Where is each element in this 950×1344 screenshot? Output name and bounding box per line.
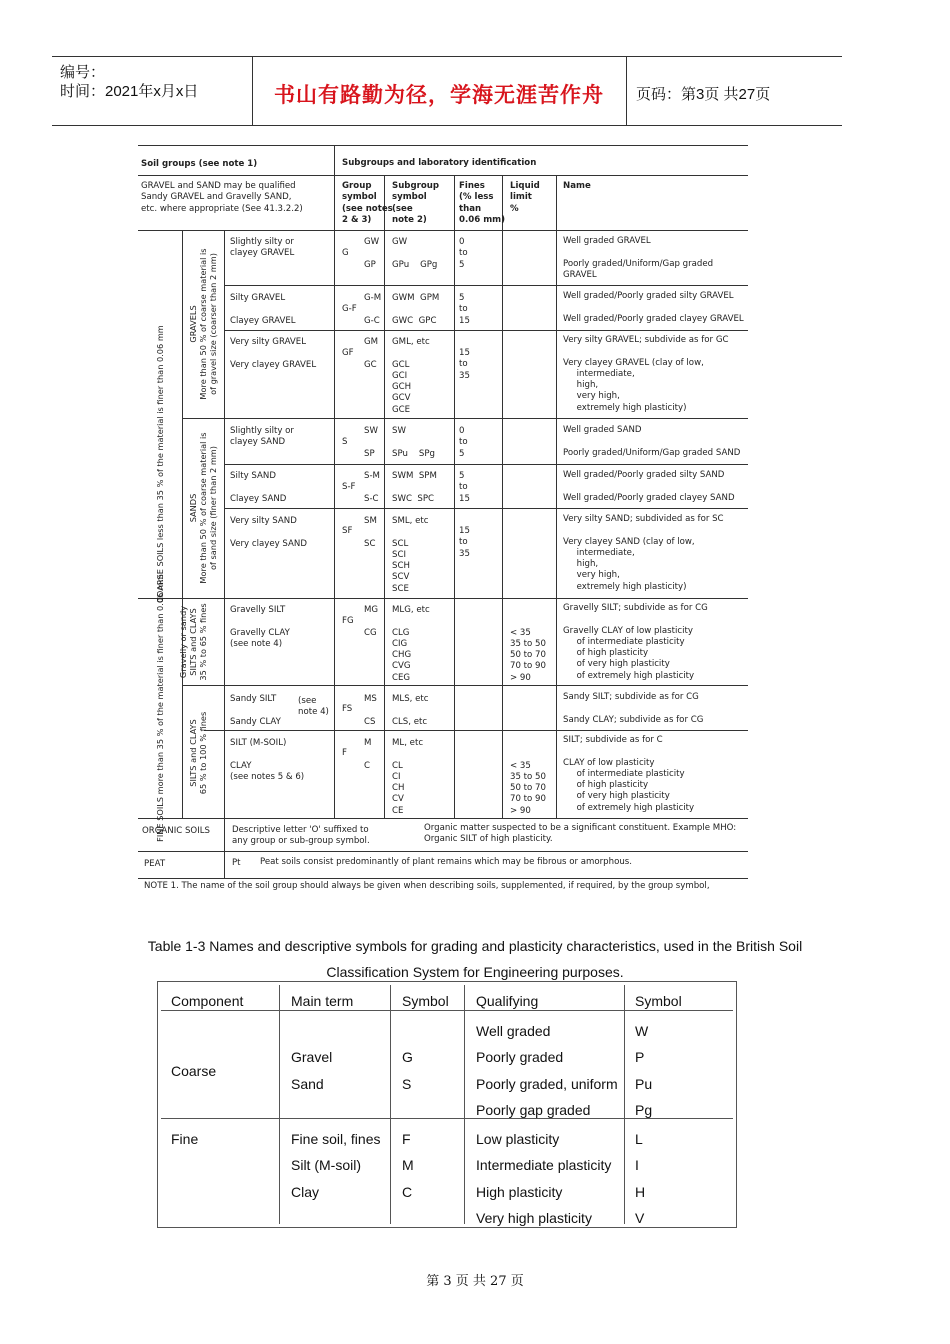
f2-group-symbol: FS	[342, 704, 353, 714]
table-caption-line-1: Table 1-3 Names and descriptive symbols for grading and plasticity characteristics, used in the British Soil	[147, 938, 803, 954]
f1-name: Gravelly SILT; subdivide as for CG Gravelly CLAY of low plasticity of intermediate plasticity of high plasticity of very high plasticity of extremely high plasticity	[563, 603, 708, 681]
f2-group-subsymbols: MS CS	[364, 694, 377, 727]
f3-name: SILT; subdivide as for C CLAY of low plasticity of intermediate plasticity of high plasticity of very high plasticity of extremely high plasticity	[563, 735, 695, 813]
header-page-label: 页码：第3页 共27页	[636, 86, 771, 103]
f3-group-subsymbols: M C	[364, 738, 372, 771]
s1-subgroup-symbols: SW SPu SPg	[392, 426, 435, 459]
peat-symbol: Pt	[232, 858, 241, 868]
coarse-soils-label: COARSE SOILS less than 35 % of the material is finer than 0.06 mm	[155, 325, 165, 603]
g1-name: Well graded GRAVEL Poorly graded/Uniform/Gap graded GRAVEL	[563, 236, 714, 280]
qual-symbol-pg: Pg	[635, 1102, 653, 1118]
s1-name: Well graded SAND Poorly graded/Uniform/Gap graded SAND	[563, 425, 741, 458]
table-caption-line-2: Classification System for Engineering purposes.	[326, 964, 624, 980]
qualifying-poorly-graded-uniform: Poorly graded, uniform	[476, 1076, 618, 1092]
header-motto-cell	[252, 57, 627, 125]
qualifying-poorly-graded: Poorly graded	[476, 1049, 564, 1065]
f3-group-symbol: F	[342, 748, 347, 758]
header-motto: 书山有路勤为径，学海无涯苦作舟	[274, 84, 604, 107]
s2-group-subsymbols: S-M S-C	[364, 471, 380, 504]
s3-group-subsymbols: SM SC	[364, 516, 377, 549]
g1-group-subsymbols: GW GP	[364, 237, 380, 270]
qual-symbol-i: I	[635, 1157, 639, 1173]
s2-subgroup-symbols: SWM SPM SWC SPC	[392, 471, 437, 504]
f1-liquid-limit: < 35 35 to 50 50 to 70 70 to 90 > 90	[510, 627, 546, 683]
symbol-s: S	[402, 1076, 412, 1092]
header-info-cell	[52, 57, 253, 125]
g2-fines: 5 to 15	[459, 293, 470, 326]
header-component: Component	[171, 993, 244, 1009]
f1-group-symbol: FG	[342, 616, 354, 626]
f1-subgroup-symbols: MLG, etc CLG CIG CHG CVG CEG	[392, 605, 430, 683]
g2-name: Well graded/Poorly graded silty GRAVEL Well graded/Poorly graded clayey GRAVEL	[563, 291, 744, 324]
qualifying-very-high-plasticity: Very high plasticity	[476, 1210, 592, 1226]
fines-header: Fines (% less than 0.06 mm)	[459, 181, 506, 225]
name-header: Name	[563, 181, 591, 191]
f1-description: Gravelly SILT Gravelly CLAY (see note 4)	[230, 605, 290, 649]
document-number-label: 编号：	[60, 64, 106, 81]
sands-label: SANDS More than 50 % of coarse material is of sand size (finer than 2 mm)	[188, 432, 218, 584]
peat-label: PEAT	[144, 859, 166, 869]
g1-subgroup-symbols: GW GPu GPg	[392, 237, 438, 270]
qualifying-low-plasticity: Low plasticity	[476, 1131, 560, 1147]
g3-subgroup-symbols: GML, etc GCL GCI GCH GCV GCE	[392, 337, 430, 415]
main-term-silt: Silt (M-soil)	[291, 1157, 361, 1173]
silts-clays-label: SILTS and CLAYS 65 % to 100 % fines	[188, 711, 208, 795]
f3-liquid-limit: < 35 35 to 50 50 to 70 70 to 90 > 90	[510, 760, 546, 816]
document-time-label: 时间：2021年x月x日	[60, 83, 199, 100]
g3-name: Very silty GRAVEL; subdivide as for GC Very clayey GRAVEL (clay of low, intermediate, high, very high, extremely high plasticity)	[563, 335, 729, 413]
s2-name: Well graded/Poorly graded silty SAND Well graded/Poorly graded clayey SAND	[563, 470, 735, 503]
g3-group-subsymbols: GM GC	[364, 337, 379, 370]
s1-group-subsymbols: SW SP	[364, 426, 378, 459]
f2-subgroup-symbols: MLS, etc CLS, etc	[392, 694, 429, 727]
header-page-cell	[627, 57, 842, 125]
g2-group-symbol: G-F	[342, 304, 357, 314]
s1-group-symbol: S	[342, 437, 348, 447]
f3-subgroup-symbols: ML, etc CL CI CH CV CE	[392, 738, 424, 816]
g1-group-symbol: G	[342, 248, 349, 258]
g2-subgroup-symbols: GWM GPM GWC GPC	[392, 293, 440, 326]
header-qualifying: Qualifying	[476, 993, 539, 1009]
f2-note: (see note 4)	[298, 696, 329, 718]
g1-fines: 0 to 5	[459, 237, 468, 270]
f3-description: SILT (M-SOIL) CLAY (see notes 5 & 6)	[230, 738, 305, 782]
qualifying-well-graded: Well graded	[476, 1023, 551, 1039]
component-coarse: Coarse	[171, 1063, 217, 1079]
organic-soils-label: ORGANIC SOILS	[142, 826, 210, 836]
s3-subgroup-symbols: SML, etc SCL SCI SCH SCV SCE	[392, 516, 429, 594]
gravelly-silts-label: Gravelly or sandy SILTS and CLAYS 35 % to 65 % fines	[178, 603, 208, 681]
s1-fines: 0 to 5	[459, 426, 468, 459]
header-qualifying-symbol: Symbol	[635, 993, 682, 1009]
main-term-clay: Clay	[291, 1184, 320, 1200]
peat-description: Peat soils consist predominantly of plant remains which may be fibrous or amorphous.	[260, 857, 632, 867]
symbol-c: C	[402, 1184, 413, 1200]
component-fine: Fine	[171, 1131, 199, 1147]
page-footer: 第 3 页 共 27 页	[426, 1274, 524, 1289]
qualify-note: GRAVEL and SAND may be qualified Sandy GRAVEL and Gravelly SAND, etc. where appropriate (See 41.3.2.2)	[141, 181, 303, 214]
main-term-gravel: Gravel	[291, 1049, 333, 1065]
group-symbol-header: Group symbol (see notes 2 & 3)	[342, 181, 393, 225]
g2-description: Silty GRAVEL Clayey GRAVEL	[230, 293, 296, 326]
organic-description: Descriptive letter 'O' suffixed to any group or sub-group symbol.	[232, 825, 370, 847]
liquid-limit-header: Liquid limit %	[510, 181, 540, 214]
symbol-m: M	[402, 1157, 414, 1173]
qual-symbol-w: W	[635, 1023, 649, 1039]
header-main-term: Main term	[291, 993, 354, 1009]
qual-symbol-h: H	[635, 1184, 646, 1200]
qual-symbol-pu: Pu	[635, 1076, 653, 1092]
s3-group-symbol: SF	[342, 526, 353, 536]
fine-soils-label: FINE SOILS more than 35 % of the material is finer than 0.06 mm	[155, 574, 165, 842]
soil-groups-heading: Soil groups (see note 1)	[141, 159, 258, 169]
qual-symbol-l: L	[635, 1131, 643, 1147]
g3-fines: 15 to 35	[459, 348, 470, 381]
s3-fines: 15 to 35	[459, 526, 470, 559]
s2-description: Silty SAND Clayey SAND	[230, 471, 287, 504]
s1-description: Slightly silty or clayey SAND	[230, 426, 294, 448]
page-header	[52, 56, 842, 126]
subgroups-heading: Subgroups and laboratory identification	[342, 158, 537, 168]
s3-description: Very silty SAND Very clayey SAND	[230, 516, 307, 549]
f1-group-subsymbols: MG CG	[364, 605, 379, 638]
f2-description: Sandy SILT Sandy CLAY	[230, 694, 281, 727]
soil-classification-table	[138, 145, 748, 893]
organic-note: Organic matter suspected to be a significant constituent. Example MHO: Organic SILT of high plasticity.	[424, 823, 737, 845]
symbol-f: F	[402, 1131, 411, 1147]
note-1: NOTE 1. The name of the soil group should always be given when describing soils, supplemented, if required, by the group symbol,	[144, 881, 710, 891]
main-term-fine-soil: Fine soil, fines	[291, 1131, 381, 1147]
main-term-sand: Sand	[291, 1076, 324, 1092]
qualifying-poorly-gap-graded: Poorly gap graded	[476, 1102, 591, 1118]
s2-fines: 5 to 15	[459, 471, 470, 504]
s3-name: Very silty SAND; subdivided as for SC Very clayey SAND (clay of low, intermediate, high, very high, extremely high plasticity)	[563, 514, 724, 592]
qualifying-high-plasticity: High plasticity	[476, 1184, 563, 1200]
gravels-label: GRAVELS More than 50 % of coarse material is of gravel size (coarser than 2 mm)	[188, 248, 218, 400]
g1-description: Slightly silty or clayey GRAVEL	[230, 237, 295, 259]
f2-name: Sandy SILT; subdivide as for CG Sandy CLAY; subdivide as for CG	[563, 692, 704, 725]
subgroup-symbol-header: Subgroup symbol (see note 2)	[392, 181, 440, 225]
qualifying-intermediate-plasticity: Intermediate plasticity	[476, 1157, 612, 1173]
header-symbol: Symbol	[402, 993, 449, 1009]
g3-description: Very silty GRAVEL Very clayey GRAVEL	[230, 337, 317, 370]
symbol-g: G	[402, 1049, 413, 1065]
g2-group-subsymbols: G-M G-C	[364, 293, 382, 326]
qual-symbol-v: V	[635, 1210, 645, 1226]
s2-group-symbol: S-F	[342, 482, 356, 492]
g3-group-symbol: GF	[342, 348, 354, 358]
symbols-table	[157, 981, 737, 1228]
qual-symbol-p: P	[635, 1049, 645, 1065]
